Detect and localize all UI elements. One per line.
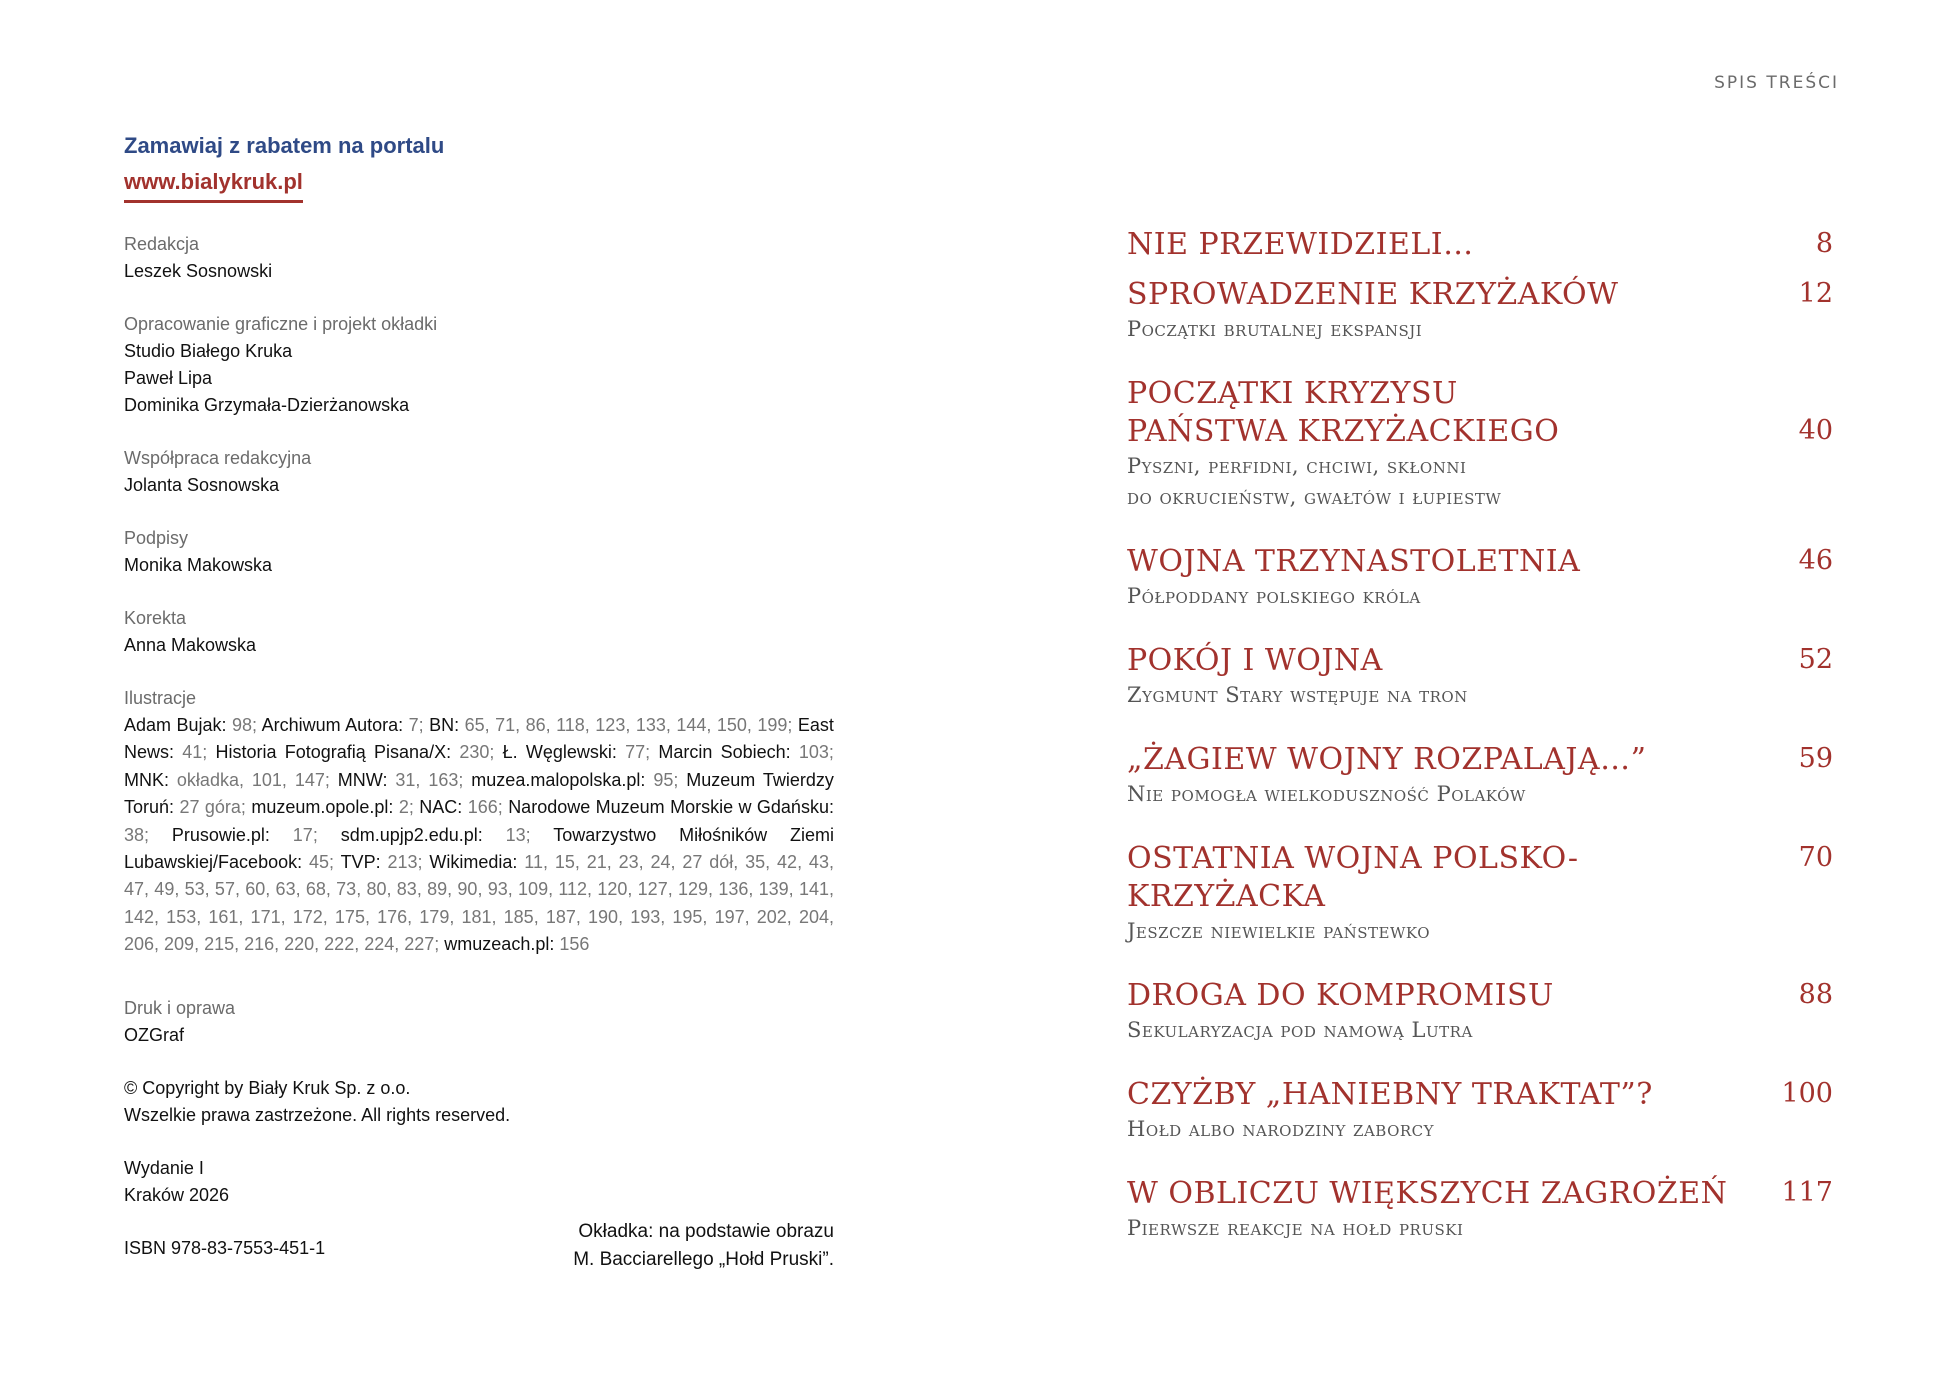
- illustration-source: MNK:: [124, 769, 169, 790]
- toc-entry[interactable]: [1127, 642, 1833, 711]
- toc-page-number: 70: [1798, 842, 1833, 873]
- illustration-pages: 156: [559, 934, 590, 955]
- copyright-line: © Copyright by Biały Kruk Sp. z o.o.: [124, 1077, 411, 1098]
- credit-design: [124, 311, 834, 419]
- toc-subtitle: do okrucieństw, gwałtów i łupiestw: [1127, 485, 1502, 509]
- credit-value: Monika Makowska: [124, 555, 273, 575]
- toc-title: NIE PRZEWIDZIELI…: [1127, 227, 1474, 262]
- illustration-source: Wikimedia:: [429, 852, 518, 873]
- illustration-pages: 77;: [625, 742, 651, 763]
- toc-page-number: 40: [1798, 415, 1833, 446]
- credit-illustrations: [124, 685, 834, 959]
- toc-entry[interactable]: [1127, 375, 1833, 513]
- toc-entry[interactable]: [1127, 741, 1833, 810]
- table-of-contents: [1127, 226, 1833, 1244]
- copyright-line: Wszelkie prawa zastrzeżone. All rights reserved.: [124, 1104, 511, 1125]
- illustration-source: East News:: [124, 715, 834, 763]
- credit-label: Podpisy: [124, 528, 189, 548]
- toc-entry[interactable]: [1127, 1175, 1833, 1244]
- illustration-pages: 17;: [292, 824, 318, 845]
- credit-label: Korekta: [124, 608, 187, 628]
- illustration-pages: 95;: [653, 769, 679, 790]
- toc-title: DROGA DO KOMPROMISU: [1127, 978, 1554, 1013]
- toc-title: OSTATNIA WOJNA POLSKO-KRZYŻACKA: [1127, 841, 1579, 914]
- toc-page-number: 59: [1798, 743, 1833, 774]
- illustration-pages: 11, 15, 21, 23, 24, 27 dół, 35, 42, 43, 47, 49, 53, 57, 60, 63, 68, 73, 80, 83, 89, 90, 93, 109, 112, 120, 127, 129, 136, 139, 141, 142, 153, 161, 171, 172, 175, 176, 179, 181, 185, 187, 190, 193, 195, 197, 202, 204, 206, 209, 215, 216, 220, 222, 224, 227;: [124, 852, 834, 955]
- credit-value: Leszek Sosnowski: [124, 261, 273, 281]
- credit-value: Jolanta Sosnowska: [124, 475, 280, 495]
- illustration-pages: 103;: [798, 742, 834, 763]
- illustration-source: Prusowie.pl:: [171, 824, 270, 845]
- toc-entry[interactable]: [1127, 543, 1833, 612]
- toc-entry[interactable]: [1127, 1076, 1833, 1145]
- copyright: [124, 1075, 834, 1129]
- toc-page-number: 100: [1781, 1078, 1833, 1109]
- illustration-pages: 41;: [182, 742, 208, 763]
- illustration-pages: 98;: [232, 715, 258, 735]
- illustration-pages: 65, 71, 86, 118, 123, 133, 144, 150, 199;: [464, 715, 793, 735]
- toc-subtitle: Jeszcze niewielkie państewko: [1127, 919, 1431, 943]
- toc-page-number: 88: [1798, 979, 1833, 1010]
- toc-title: PAŃSTWA KRZYŻACKIEGO: [1127, 414, 1560, 449]
- illustration-pages: 230;: [459, 742, 495, 763]
- illustration-source: MNW:: [337, 769, 388, 790]
- toc-title: POCZĄTKI KRYZYSU: [1127, 376, 1458, 411]
- credit-label: Ilustracje: [124, 688, 197, 708]
- illustration-source: Muzeum Twierdzy Toruń:: [124, 769, 834, 818]
- illustration-pages: okładka, 101, 147;: [176, 769, 330, 790]
- toc-subtitle: Hołd albo narodziny zaborcy: [1127, 1117, 1435, 1141]
- credit-editor: [124, 231, 834, 285]
- illustration-pages: 45;: [308, 852, 335, 873]
- toc-page-number: 117: [1781, 1177, 1833, 1208]
- illustration-pages: 27 góra;: [179, 797, 246, 818]
- illustration-source: Towarzystwo Miłośników Ziemi Lubawskiej/Facebook:: [124, 824, 834, 873]
- credit-label: Opracowanie graficzne i projekt okładki: [124, 314, 438, 334]
- credit-value: OZGraf: [124, 1024, 185, 1045]
- toc-entry[interactable]: [1127, 977, 1833, 1046]
- illustration-sources: [124, 712, 834, 959]
- illustration-source: Archiwum Autora:: [261, 715, 404, 735]
- credit-label: Współpraca redakcyjna: [124, 448, 312, 468]
- illustration-source: muzea.malopolska.pl:: [471, 769, 646, 790]
- credit-print: [124, 995, 834, 1049]
- edition-line: Kraków 2026: [124, 1184, 230, 1205]
- section-label: SPIS TREŚCI: [1714, 73, 1839, 93]
- toc-subtitle: Pyszni, perfidni, chciwi, skłonni: [1127, 454, 1467, 478]
- toc-title: „ŻAGIEW WOJNY ROZPALAJĄ…”: [1127, 742, 1647, 777]
- toc-entry[interactable]: [1127, 226, 1833, 264]
- toc-title: WOJNA TRZYNASTOLETNIA: [1127, 544, 1581, 579]
- toc-page-number: 52: [1798, 644, 1833, 675]
- promo-title: Zamawiaj z rabatem na portalu: [124, 133, 445, 158]
- caption-line: Okładka: na podstawie obrazu: [578, 1221, 834, 1242]
- toc-page-number: 12: [1798, 278, 1833, 309]
- credit-value: Studio Białego Kruka: [124, 341, 293, 361]
- shop-link[interactable]: www.bialykruk.pl: [124, 166, 303, 203]
- illustration-source: Narodowe Muzeum Morskie w Gdańsku:: [508, 797, 834, 818]
- illustration-source: Adam Bujak:: [124, 715, 227, 735]
- cover-caption: [556, 1218, 834, 1274]
- illustration-pages: 13;: [505, 824, 531, 845]
- toc-title: W OBLICZU WIĘKSZYCH ZAGROŻEŃ: [1127, 1176, 1728, 1211]
- isbn: ISBN 978-83-7553-451-1: [124, 1237, 326, 1258]
- illustration-pages: 213;: [387, 852, 423, 873]
- credit-label: Druk i oprawa: [124, 997, 236, 1018]
- toc-subtitle: Półpoddany polskiego króla: [1127, 584, 1421, 608]
- illustration-source: wmuzeach.pl:: [444, 934, 555, 955]
- imprint-column: [124, 128, 834, 1288]
- edition: [124, 1155, 834, 1209]
- illustration-source: NAC:: [419, 797, 463, 818]
- caption-line: M. Bacciarellego „Hołd Pruski”.: [573, 1249, 834, 1270]
- credit-cooperation: [124, 445, 834, 499]
- credit-label: Redakcja: [124, 234, 200, 254]
- credit-value: Anna Makowska: [124, 635, 257, 655]
- illustration-source: muzeum.opole.pl:: [251, 797, 394, 818]
- credit-value: Paweł Lipa: [124, 368, 213, 388]
- toc-title: CZYŻBY „HANIEBNY TRAKTAT”?: [1127, 1077, 1653, 1112]
- illustration-pages: 7;: [408, 715, 424, 735]
- credit-value: Dominika Grzymała-Dzierżanowska: [124, 395, 410, 415]
- edition-line: Wydanie I: [124, 1157, 204, 1178]
- toc-subtitle: Pierwsze reakcje na hołd pruski: [1127, 1216, 1464, 1240]
- illustration-source: Marcin Sobiech:: [658, 742, 791, 763]
- toc-subtitle: Zygmunt Stary wstępuje na tron: [1127, 683, 1468, 707]
- credit-captions: [124, 525, 834, 579]
- toc-entry[interactable]: [1127, 276, 1833, 345]
- illustration-pages: 166;: [467, 797, 503, 818]
- illustration-pages: 2;: [398, 797, 414, 818]
- illustration-pages: 31, 163;: [395, 769, 464, 790]
- illustration-source: Ł. Węglewski:: [502, 742, 617, 763]
- illustration-pages: 38;: [124, 824, 150, 845]
- toc-page-number: 8: [1815, 228, 1833, 259]
- toc-subtitle: Nie pomogła wielkoduszność Polaków: [1127, 782, 1526, 806]
- credits: [124, 231, 834, 1262]
- illustration-source: BN:: [429, 715, 460, 735]
- toc-entry[interactable]: [1127, 840, 1833, 947]
- toc-subtitle: Sekularyzacja pod namową Lutra: [1127, 1018, 1473, 1042]
- credit-proofreading: [124, 605, 834, 659]
- toc-page-number: 46: [1798, 545, 1833, 576]
- illustration-source: sdm.upjp2.edu.pl:: [340, 824, 483, 845]
- illustration-source: Historia Fotografią Pisana/X:: [215, 742, 452, 763]
- illustration-source: TVP:: [340, 852, 381, 873]
- toc-title: POKÓJ I WOJNA: [1127, 643, 1383, 678]
- toc-subtitle: Początki brutalnej ekspansji: [1127, 317, 1423, 341]
- toc-title: SPROWADZENIE KRZYŻAKÓW: [1127, 277, 1619, 312]
